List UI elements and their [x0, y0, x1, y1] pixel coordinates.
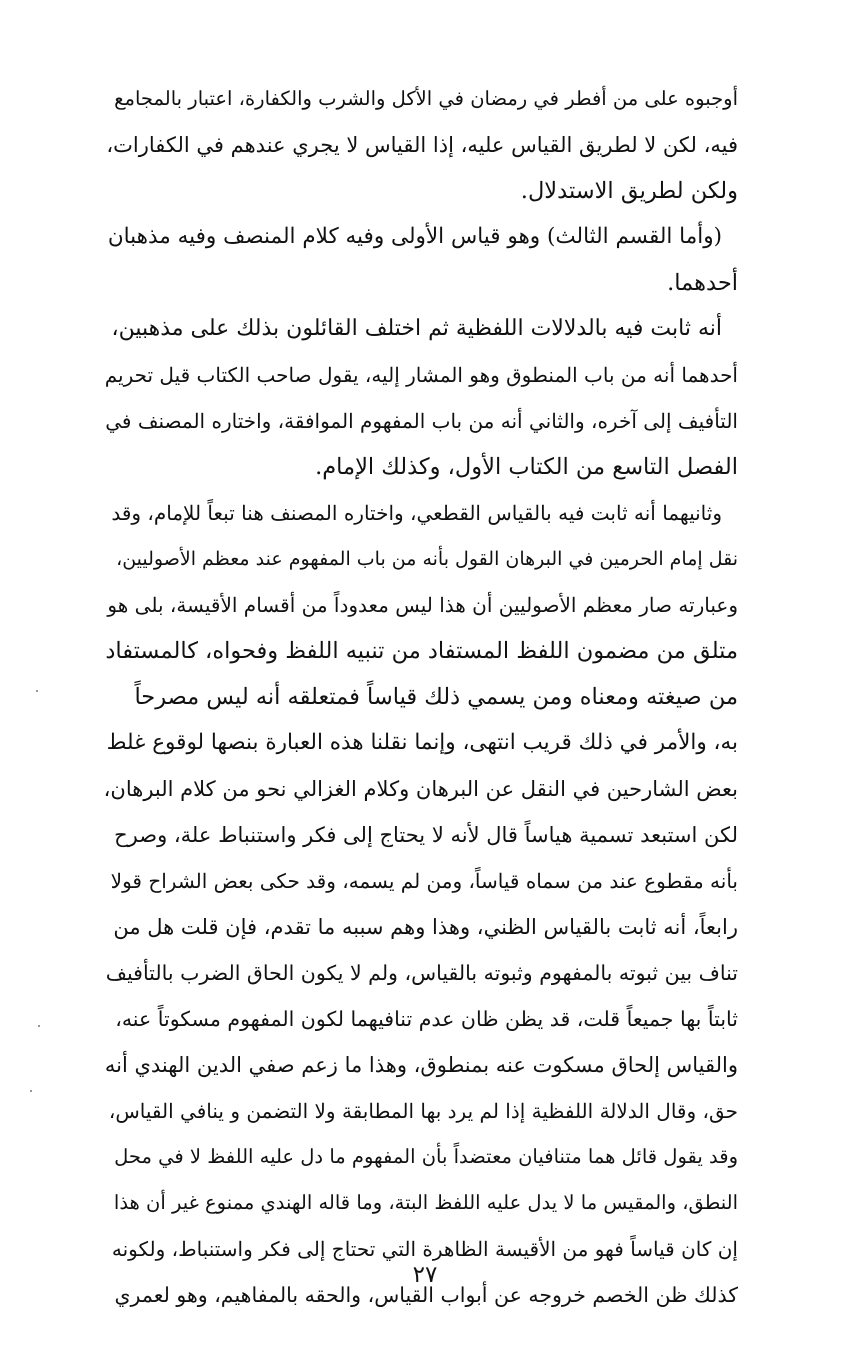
text-line: إن كان قياساً فهو من الأقيسة الظاهرة التي تحتاج إلى فكر واستنباط، ولكونه [111, 1237, 738, 1261]
text-line: وعبارته صار معظم الأصوليين أن هذا ليس معدوداً من أقسام الأقيسة، بلى هو [107, 593, 738, 617]
text-line: تناف بين ثبوته بالمفهوم وثبوته بالقياس، ولم لا يكون الحاق الضرب بالتأفيف [105, 961, 738, 985]
text-line: متلق من مضمون اللفظ المستفاد من تنبيه اللفظ وفحواه، كالمستفاد [105, 638, 738, 664]
text-line: فيه، لكن لا لطريق القياس عليه، إذا القياس لا يجري عندهم في الكفارات، [106, 133, 738, 157]
text-line: من صيغته ومعناه ومن يسمي ذلك قياساً فمتعلقه أنه ليس مصرحاً [134, 684, 738, 710]
scan-speck [30, 1090, 32, 1092]
text-line: أوجبوه على من أفطر في رمضان في الأكل والشرب والكفارة، اعتبار بالمجامع [114, 87, 738, 110]
text-line: الفصل التاسع من الكتاب الأول، وكذلك الإمام. [315, 454, 738, 480]
text-line: بأنه مقطوع عند من سماه قياساً، ومن لم يسمه، وقد حكى بعض الشراح قولا [110, 869, 738, 893]
text-line: (وأما القسم الثالث) وهو قياس الأولى وفيه كلام المنصف وفيه مذهبان [107, 224, 722, 249]
text-line: وثانيهما أنه ثابت فيه بالقياس القطعي، واختاره المصنف هنا تبعاً للإمام، وقد [111, 501, 722, 525]
text-line: ولكن لطريق الاستدلال. [520, 178, 738, 204]
text-line: النطق، والمقيس ما لا يدل عليه اللفظ البتة، وما قاله الهندي ممنوع غير أن هذا [113, 1191, 738, 1214]
text-line: أحدهما أنه من باب المنطوق وهو المشار إليه، يقول صاحب الكتاب قيل تحريم [104, 363, 738, 387]
scan-speck [38, 1025, 40, 1027]
page-number: ٢٧ [412, 1262, 438, 1288]
scan-speck [36, 690, 38, 692]
text-line: حق، وقال الدلالة اللفظية إذا لم يرد بها المطابقة ولا التضمن و ينافي القياس، [108, 1099, 738, 1123]
text-line: أحدهما. [667, 270, 738, 296]
text-line: بعض الشارحين في النقل عن البرهان وكلام الغزالي نحو من كلام البرهان، [104, 777, 738, 801]
text-line: لكن استبعد تسمية هياساً قال لأنه لا يحتاج إلى فكر واستنباط علة، وصرح [114, 823, 738, 847]
text-line: كذلك ظن الخصم خروجه عن أبواب القياس، والحقه بالمفاهيم، وهو لعمري [114, 1283, 738, 1307]
text-line: التأفيف إلى آخره، والثاني أنه من باب المفهوم الموافقة، واختاره المصنف في [105, 409, 738, 433]
text-line: نقل إمام الحرمين في البرهان القول بأنه من باب المفهوم عند معظم الأصوليين، [116, 548, 738, 570]
text-line: ثابتاً بها جميعاً قلت، قد يظن ظان عدم تنافيهما لكون المفهوم مسكوتاً عنه، [115, 1007, 738, 1031]
text-line: أنه ثابت فيه بالدلالات اللفظية ثم اختلف القائلون بذلك على مذهبين، [111, 316, 722, 341]
text-line: والقياس إلحاق مسكوت عنه بمنطوق، وهذا ما زعم صفي الدين الهندي أنه [104, 1053, 738, 1077]
text-line: وقد يقول قائل هما متنافيان معتضداً بأن المفهوم ما دل عليه اللفظ لا في محل [114, 1145, 738, 1168]
text-line: رابعاً، أنه ثابت بالقياس الظني، وهذا وهم سببه ما تقدم، فإن قلت هل من [113, 915, 738, 939]
text-line: به، والأمر في ذلك قريب انتهى، وإنما نقلنا هذه العبارة بنصها لوقوع غلط [106, 730, 738, 755]
body-text [104, 76, 738, 1318]
